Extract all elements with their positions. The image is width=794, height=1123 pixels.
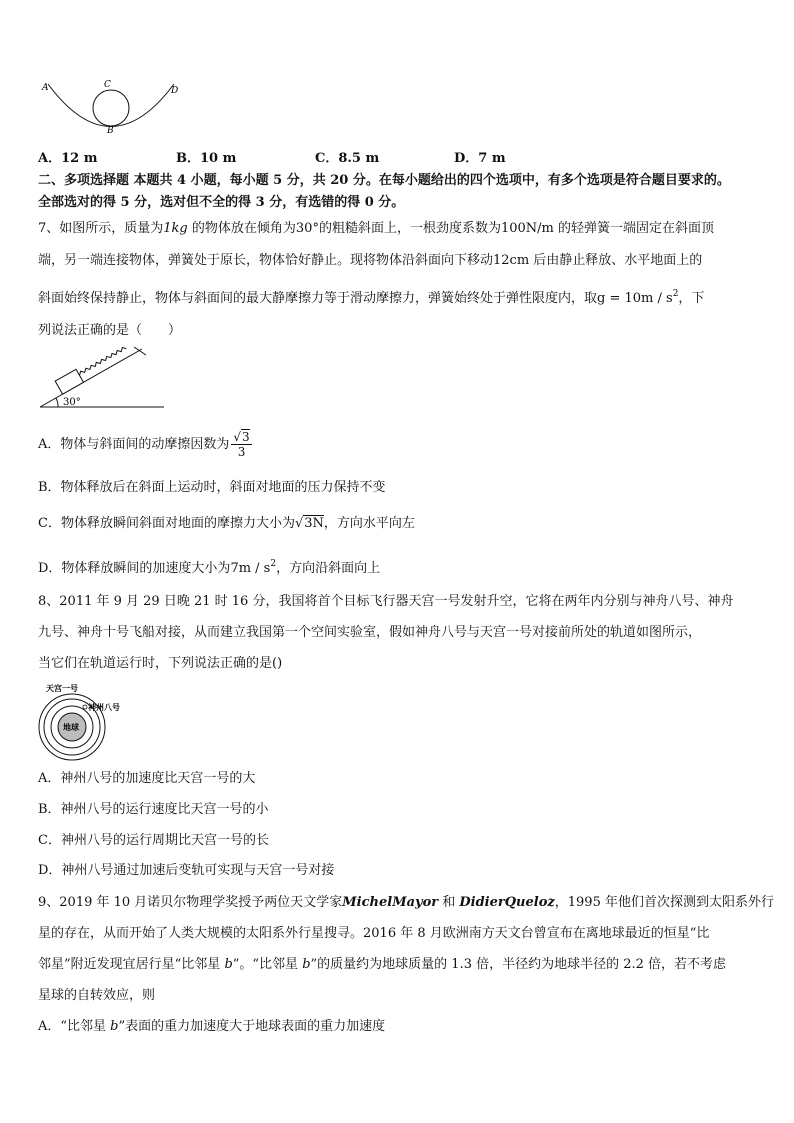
section2-line1: 二、多项选择题 本题共 4 小题，每小题 5 分，共 20 分。在每小题给出的四个选项中，有多个选项是符合题目要求的。 xyxy=(38,173,730,188)
q7-option-a: A．物体与斜面间的动摩擦因数为 $\frac{√3}{3}$ xyxy=(38,430,250,459)
q9-line3: 邻星”附近发现宜居行星“比邻星 b”。“比邻星 b”的质量约为地球质量的 1.3 倍，半径约为地球半径的 2.2 倍，若不考虑 xyxy=(38,957,727,972)
q8-line3: 当它们在轨道运行时，下列说法正确的是() xyxy=(38,656,283,671)
q8-option-c: C．神州八号的运行周期比天宫一号的长 xyxy=(38,833,269,848)
q8-line2: 九号、神舟十号飞船对接，从而建立我国第一个空间实验室，假如神舟八号与天宫一号对接前所处的轨道如图所示， xyxy=(38,625,702,640)
q8-option-a: A．神州八号的加速度比天宫一号的大 xyxy=(38,771,256,786)
orbit-figure xyxy=(36,681,136,761)
tiangong-label: 天宫一号 xyxy=(46,683,78,693)
bowl-loop-figure xyxy=(36,74,186,136)
q6-option-d: D．7 m xyxy=(454,151,506,166)
label-c: C xyxy=(104,80,111,90)
q7-line2: 端，另一端连接物体，弹簧处于原长，物体恰好静止。现将物体沿斜面向下移动12cm 后由静止释放、水平地面上的 xyxy=(38,253,703,268)
q8-option-b: B．神州八号的运行速度比天宫一号的小 xyxy=(38,802,269,817)
q9-line4: 星球的自转效应，则 xyxy=(38,988,156,1003)
q6-option-b: B．10 m xyxy=(176,151,237,166)
q9-option-a: A．“比邻星 b”表面的重力加速度大于地球表面的重力加速度 xyxy=(38,1019,386,1034)
q6-option-a: A．12 m xyxy=(38,151,98,166)
q7-line4: 列说法正确的是（ ） xyxy=(38,323,182,338)
q7-option-d: D．物体释放瞬间的加速度大小为$7m / s^2$，方向沿斜面向上 xyxy=(38,559,381,576)
q7-option-c: C．物体释放瞬间斜面对地面的摩擦力大小为√3N，方向水平向左 xyxy=(38,516,415,531)
q8-option-d: D．神州八号通过加速后变轨可实现与天宫一号对接 xyxy=(38,863,335,878)
label-a: A xyxy=(42,83,49,93)
q7-line1: 7、如图所示，质量为1kg 的物体放在倾角为30°的粗糙斜面上，一根劲度系数为100N/m 的轻弹簧一端固定在斜面顶 xyxy=(38,221,714,236)
label-b: B xyxy=(107,126,114,136)
q9-line2: 星的存在，从而开始了人类大规模的太阳系外行星搜寻。2016 年 8 月欧洲南方天文台曾宣布在离地球最近的恒星“比 xyxy=(38,926,710,941)
label-d: D xyxy=(171,86,179,96)
q8-line1: 8、2011 年 9 月 29 日晚 21 时 16 分，我国将首个目标飞行器天宫一号发射升空，它将在两年内分别与神舟八号、神舟 xyxy=(38,594,734,609)
angle-label: 30° xyxy=(63,397,81,408)
shenzhou-label: 神州八号 xyxy=(88,702,120,712)
earth-label: 地球 xyxy=(63,722,79,732)
q6-option-c: C．8.5 m xyxy=(315,151,380,166)
q7-option-b: B．物体释放后在斜面上运动时，斜面对地面的压力保持不变 xyxy=(38,480,386,495)
section2-line2: 全部选对的得 5 分，选对但不全的得 3 分，有选错的得 0 分。 xyxy=(38,195,405,210)
incline-spring-figure xyxy=(38,345,168,411)
q7-line3: 斜面始终保持静止，物体与斜面间的最大静摩擦力等于滑动摩擦力，弹簧始终处于弹性限度内，取$g = 10m / s^2$，下 xyxy=(38,289,705,306)
q9-line1: 9、2019 年 10 月诺贝尔物理学奖授予两位天文学家MichelMayor 和 DidierQueloz，1995 年他们首次探测到太阳系外行 xyxy=(38,895,774,910)
